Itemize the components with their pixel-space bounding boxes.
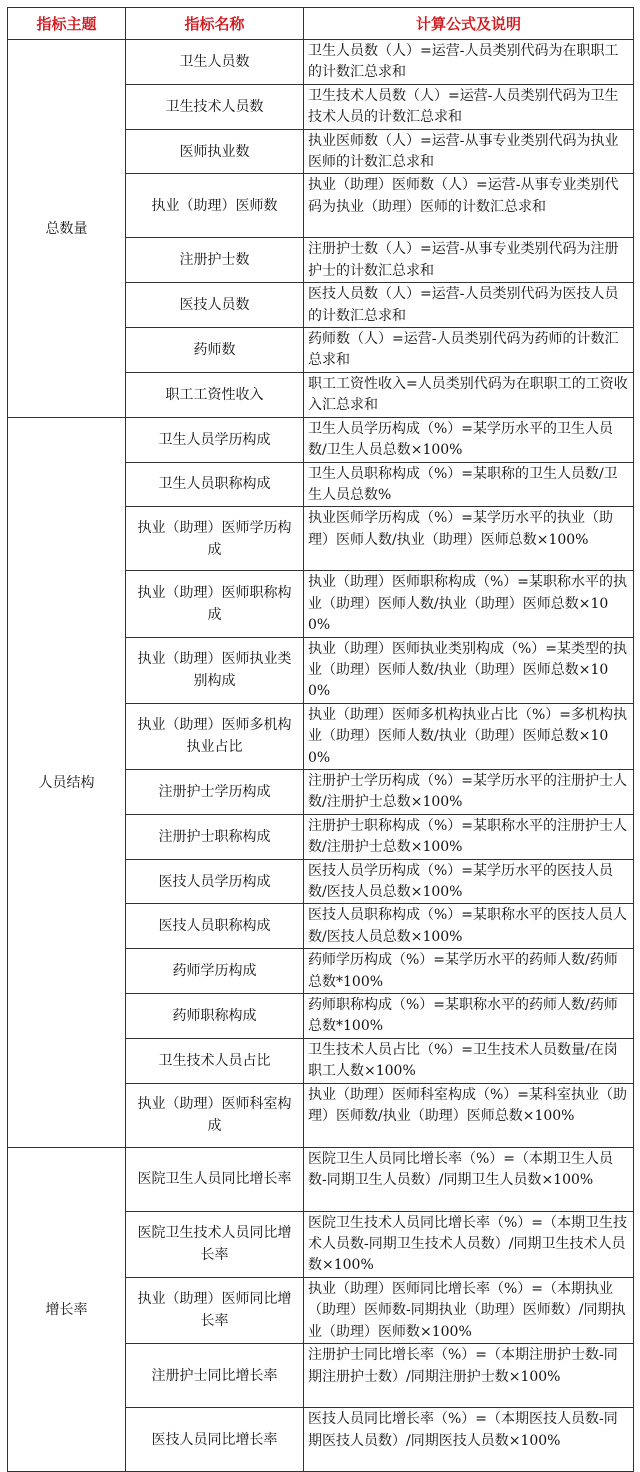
indicator-formula: 注册护士学历构成（%）=某学历水平的注册护士人数/注册护士总数×100%	[304, 769, 634, 814]
indicator-name: 注册护士学历构成	[126, 769, 304, 814]
indicator-formula: 医技人员职称构成（%）=某职称水平的医技人员人数/医技人员总数×100%	[304, 904, 634, 949]
indicator-formula: 药师学历构成（%）=某学历水平的药师人数/药师总数*100%	[304, 949, 634, 994]
indicator-formula: 医技人员数（人）=运营-人员类别代码为医技人员的计数汇总求和	[304, 283, 634, 328]
indicator-formula: 执业（助理）医师同比增长率（%）=（本期执业（助理）医师数-同期执业（助理）医师数）/同期执业（助理）医师数×100%	[304, 1277, 634, 1343]
theme-cell: 增长率	[8, 1147, 126, 1471]
indicator-name: 医院卫生技术人员同比增长率	[126, 1211, 304, 1277]
indicator-formula: 医技人员学历构成（%）=某学历水平的医技人员数/医技人员总数×100%	[304, 859, 634, 904]
indicator-name: 注册护士同比增长率	[126, 1344, 304, 1408]
indicator-name: 执业（助理）医师多机构执业占比	[126, 703, 304, 769]
indicator-formula: 执业医师学历构成（%）=某学历水平的执业（助理）医师人数/执业（助理）医师总数×100%	[304, 507, 634, 571]
indicator-name: 医技人员职称构成	[126, 904, 304, 949]
theme-cell: 总数量	[8, 40, 126, 418]
indicator-formula: 注册护士同比增长率（%）=（本期注册护士数-同期注册护士数）/同期注册护士数×100%	[304, 1344, 634, 1408]
indicator-name: 卫生人员学历构成	[126, 417, 304, 462]
indicator-formula: 药师职称构成（%）=某职称水平的药师人数/药师总数*100%	[304, 994, 634, 1039]
indicator-name: 卫生技术人员数	[126, 84, 304, 129]
indicator-formula: 执业（助理）医师执业类别构成（%）=某类型的执业（助理）医师人数/执业（助理）医师总数×100%	[304, 637, 634, 703]
header-name: 指标名称	[126, 8, 304, 40]
indicator-formula: 药师数（人）=运营-人员类别代码为药师的计数汇总求和	[304, 328, 634, 373]
indicator-formula: 卫生技术人员占比（%）=卫生技术人员数量/在岗职工人数×100%	[304, 1038, 634, 1083]
indicator-name: 医技人员数	[126, 283, 304, 328]
indicator-name: 执业（助理）医师科室构成	[126, 1083, 304, 1147]
header-formula: 计算公式及说明	[304, 8, 634, 40]
indicator-name: 医院卫生人员同比增长率	[126, 1147, 304, 1211]
indicator-name: 执业（助理）医师同比增长率	[126, 1277, 304, 1343]
indicator-name: 卫生人员职称构成	[126, 462, 304, 507]
indicator-formula: 执业（助理）医师科室构成（%）=某科室执业（助理）医师数/执业（助理）医师总数×100%	[304, 1083, 634, 1147]
indicator-table	[7, 7, 634, 1472]
indicator-formula: 卫生人员职称构成（%）=某职称的卫生人员数/卫生人员总数%	[304, 462, 634, 507]
indicator-name: 药师数	[126, 328, 304, 373]
indicator-name: 医师执业数	[126, 129, 304, 174]
header-row	[8, 8, 634, 40]
table-row	[8, 40, 634, 85]
indicator-name: 医技人员同比增长率	[126, 1408, 304, 1472]
indicator-name: 职工工资性收入	[126, 372, 304, 417]
indicator-formula: 医院卫生技术人员同比增长率（%）=（本期卫生技术人员数-同期卫生技术人员数）/同期卫生技术人员数×100%	[304, 1211, 634, 1277]
indicator-formula: 执业（助理）医师数（人）=运营-从事专业类别代码为执业（助理）医师的计数汇总求和	[304, 174, 634, 238]
indicator-formula: 医技人员同比增长率（%）=（本期医技人员数-同期医技人员数）/同期医技人员数×100%	[304, 1408, 634, 1472]
theme-cell: 人员结构	[8, 417, 126, 1147]
indicator-name: 执业（助理）医师执业类别构成	[126, 637, 304, 703]
indicator-formula: 注册护士数（人）=运营-从事专业类别代码为注册护士的计数汇总求和	[304, 238, 634, 283]
indicator-formula: 执业（助理）医师多机构执业占比（%）=多机构执业（助理）医师人数/执业（助理）医师总数×100%	[304, 703, 634, 769]
indicator-name: 注册护士职称构成	[126, 814, 304, 859]
indicator-name: 卫生技术人员占比	[126, 1038, 304, 1083]
indicator-formula: 卫生人员数（人）=运营-人员类别代码为在职职工的计数汇总求和	[304, 40, 634, 85]
indicator-name: 注册护士数	[126, 238, 304, 283]
indicator-formula: 卫生技术人员数（人）=运营-人员类别代码为卫生技术人员的计数汇总求和	[304, 84, 634, 129]
indicator-formula: 职工工资性收入=人员类别代码为在职职工的工资收入汇总求和	[304, 372, 634, 417]
indicator-name: 医技人员学历构成	[126, 859, 304, 904]
indicator-formula: 执业医师数（人）=运营-从事专业类别代码为执业医师的计数汇总求和	[304, 129, 634, 174]
indicator-formula: 卫生人员学历构成（%）=某学历水平的卫生人员数/卫生人员总数×100%	[304, 417, 634, 462]
indicator-name: 执业（助理）医师职称构成	[126, 571, 304, 637]
table-row	[8, 1147, 634, 1211]
indicator-name: 执业（助理）医师学历构成	[126, 507, 304, 571]
indicator-formula: 医院卫生人员同比增长率（%）=（本期卫生人员数-同期卫生人员数）/同期卫生人员数×100%	[304, 1147, 634, 1211]
indicator-name: 执业（助理）医师数	[126, 174, 304, 238]
indicator-formula: 执业（助理）医师职称构成（%）=某职称水平的执业（助理）医师人数/执业（助理）医师总数×100%	[304, 571, 634, 637]
header-theme: 指标主题	[8, 8, 126, 40]
indicator-name: 卫生人员数	[126, 40, 304, 85]
indicator-name: 药师职称构成	[126, 994, 304, 1039]
indicator-formula: 注册护士职称构成（%）=某职称水平的注册护士人数/注册护士总数×100%	[304, 814, 634, 859]
indicator-name: 药师学历构成	[126, 949, 304, 994]
table-row	[8, 417, 634, 462]
